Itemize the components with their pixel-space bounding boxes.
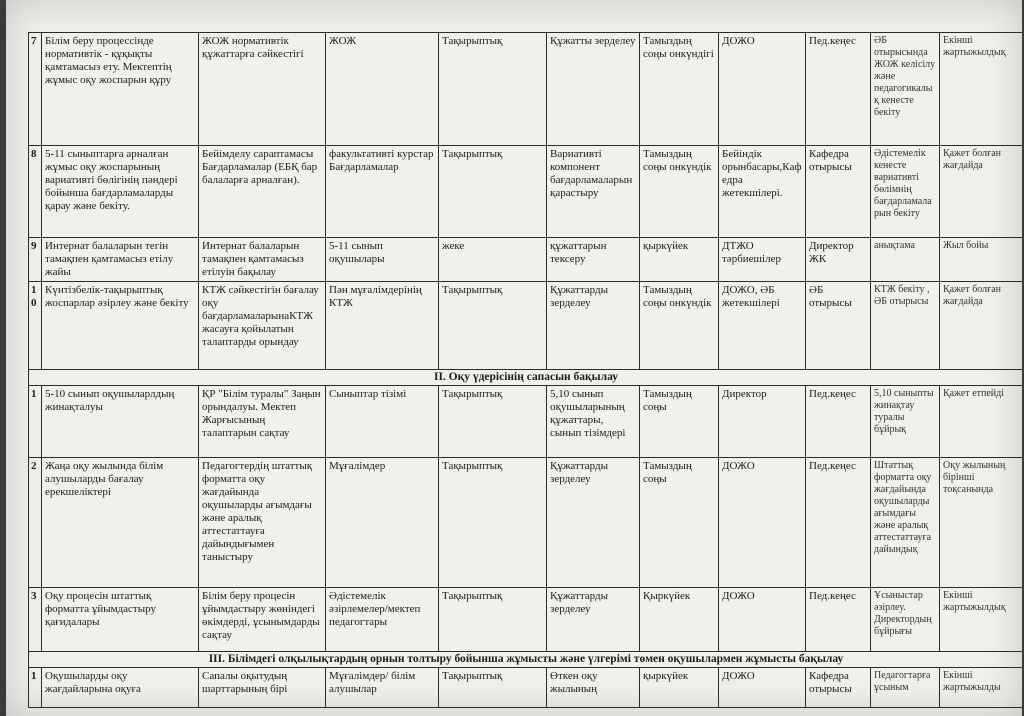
section-header bbox=[29, 652, 1023, 668]
cell-where-discussed: Директор ЖК bbox=[806, 238, 871, 282]
cell-result: Әдістемелік кенесте вариативті бөлімнің бағдарламаларын бекіту bbox=[871, 146, 940, 238]
table-row bbox=[29, 238, 1023, 282]
table-row bbox=[29, 588, 1023, 652]
cell-repeat-control: Екінші жартыжылды bbox=[940, 668, 1023, 708]
cell-repeat-control: Қажет болған жағдайда bbox=[940, 146, 1023, 238]
table-row bbox=[29, 282, 1023, 370]
row-number: 9 bbox=[29, 238, 42, 282]
cell-type: Тақырыптық bbox=[439, 146, 547, 238]
table-row bbox=[29, 33, 1023, 146]
row-number: 10 bbox=[29, 282, 42, 370]
control-plan-table bbox=[28, 32, 1022, 708]
cell-goal: ҚР "Білім туралы" Заңын орындалуы. Мектеп Жарғысының талаптарын сақтау bbox=[199, 386, 326, 458]
cell-type: Тақырыптық bbox=[439, 282, 547, 370]
scanned-document-page bbox=[6, 0, 1022, 716]
section-title: III. Білімдегі олқылықтардың орнын толтыру бойынша жұмысты және үлгерімі төмен оқушылармен жұмысты бақылау bbox=[29, 652, 1023, 668]
row-number: 1 bbox=[29, 386, 42, 458]
cell-method: Құжаттарды зерделеу bbox=[547, 458, 640, 588]
cell-where-discussed: ӘБ отырысы bbox=[806, 282, 871, 370]
cell-responsible: ДТЖО тәрбиешілер bbox=[719, 238, 806, 282]
row-number: 1 bbox=[29, 668, 42, 708]
cell-where-discussed: Кафедра отырысы bbox=[806, 668, 871, 708]
cell-responsible: ДОЖО bbox=[719, 33, 806, 146]
cell-method: Құжаттарды зерделеу bbox=[547, 588, 640, 652]
cell-responsible: ДОЖО, ӘБ жетекшілері bbox=[719, 282, 806, 370]
cell-method: Құжатты зерделеу bbox=[547, 33, 640, 146]
cell-type: Тақырыптық bbox=[439, 668, 547, 708]
cell-where-discussed: Кафедра отырысы bbox=[806, 146, 871, 238]
cell-object: Пән мұғалімдерінің КТЖ bbox=[326, 282, 439, 370]
cell-period: Тамыздың соңы онкүндігі bbox=[640, 33, 719, 146]
cell-object: Сыныптар тізімі bbox=[326, 386, 439, 458]
cell-subject: 5-11 сыныптарға арналған жұмыс оқу жоспарының вариативті бөлігінің пәндері бойынша бағдарламаларды қарау және бекіту. bbox=[42, 146, 199, 238]
cell-repeat-control: Жыл бойы bbox=[940, 238, 1023, 282]
cell-period: Тамыздың соңы онкүндік bbox=[640, 146, 719, 238]
cell-responsible: Директор bbox=[719, 386, 806, 458]
cell-where-discussed: Пед.кеңес bbox=[806, 458, 871, 588]
cell-method: 5,10 сынып оқушыларының құжаттары, сынып тізімдері bbox=[547, 386, 640, 458]
cell-type: Тақырыптық bbox=[439, 33, 547, 146]
cell-result: ӘБ отырысында ЖОЖ келісілу және педагогикалық кенесте бекіту bbox=[871, 33, 940, 146]
cell-object: Әдістемелік әзірлемелер/мектеп педагогтары bbox=[326, 588, 439, 652]
cell-subject: Оқушыларды оқу жағдайларына оқуға bbox=[42, 668, 199, 708]
cell-goal: Педагогтердің штаттық форматта оқу жағдайында оқушыларды ағымдағы және аралық аттестаттауға дайындығымен таныстыру bbox=[199, 458, 326, 588]
cell-responsible: ДОЖО bbox=[719, 588, 806, 652]
cell-method: Құжаттарды зерделеу bbox=[547, 282, 640, 370]
cell-goal: ЖОЖ нормативтік құжаттарға сәйкестігі bbox=[199, 33, 326, 146]
cell-method: құжаттарын тексеру bbox=[547, 238, 640, 282]
cell-where-discussed: Пед.кеңес bbox=[806, 386, 871, 458]
cell-subject: Білім беру процессінде нормативтік - құқықты қамтамасыз ету. Мектептің жұмыс оқу жоспарын құру bbox=[42, 33, 199, 146]
cell-result: КТЖ бекіту , ӘБ отырысы bbox=[871, 282, 940, 370]
cell-type: жеке bbox=[439, 238, 547, 282]
cell-responsible: ДОЖО bbox=[719, 668, 806, 708]
cell-repeat-control: Екінші жартыжылдық bbox=[940, 588, 1023, 652]
cell-repeat-control: Оқу жылының бірінші тоқсанында bbox=[940, 458, 1023, 588]
section-header bbox=[29, 370, 1023, 386]
table-row bbox=[29, 458, 1023, 588]
cell-result: Ұсыныстар әзірлеу. Директордың бұйрығы bbox=[871, 588, 940, 652]
cell-object: ЖОЖ bbox=[326, 33, 439, 146]
cell-goal: КТЖ сәйкестігін бағалау оқу бағдарламаларынаКТЖ жасауға қойылатын талаптарды орындау bbox=[199, 282, 326, 370]
table-row bbox=[29, 146, 1023, 238]
cell-result: Штаттық форматта оқу жағдайында оқушыларды ағымдағы және аралық аттестаттауға дайындық bbox=[871, 458, 940, 588]
cell-subject: Күнтізбелік-тақырыптық жоспарлар әзірлеу және бекіту bbox=[42, 282, 199, 370]
cell-type: Тақырыптық bbox=[439, 386, 547, 458]
table-row bbox=[29, 668, 1023, 708]
cell-object: Мұғалімдер/ білім алушылар bbox=[326, 668, 439, 708]
cell-object: факультативті курстар Бағдарламалар bbox=[326, 146, 439, 238]
cell-method: Өткен оқу жылының bbox=[547, 668, 640, 708]
cell-period: Тамыздың соңы онкүндік bbox=[640, 282, 719, 370]
cell-goal: Сапалы оқытудың шарттарының бірі bbox=[199, 668, 326, 708]
cell-result: Педагогтарға ұсыным bbox=[871, 668, 940, 708]
row-number: 8 bbox=[29, 146, 42, 238]
cell-subject: Интернат балаларын тегін тамақпен қамтамасыз етілу жайы bbox=[42, 238, 199, 282]
cell-period: Тамыздың соңы bbox=[640, 458, 719, 588]
cell-where-discussed: Пед.кеңес bbox=[806, 588, 871, 652]
cell-method: Вариативті компонент бағдарламаларын қарастыру bbox=[547, 146, 640, 238]
cell-repeat-control: Қажет болған жағдайда bbox=[940, 282, 1023, 370]
cell-period: Қыркүйек bbox=[640, 588, 719, 652]
cell-period: Тамыздың соңы bbox=[640, 386, 719, 458]
row-number: 7 bbox=[29, 33, 42, 146]
cell-responsible: ДОЖО bbox=[719, 458, 806, 588]
cell-result: анықтама bbox=[871, 238, 940, 282]
cell-object: 5-11 сынып оқушылары bbox=[326, 238, 439, 282]
table-body bbox=[29, 33, 1023, 708]
table-row bbox=[29, 386, 1023, 458]
cell-subject: 5-10 сынып оқушыларлдың жинақталуы bbox=[42, 386, 199, 458]
cell-subject: Оқу процесін штаттық форматта ұйымдастыру қағидалары bbox=[42, 588, 199, 652]
cell-goal: Бейімделу сараптамасы Бағдарламалар (ЕБҚ бар балаларға арналған). bbox=[199, 146, 326, 238]
cell-result: 5,10 сыныпты жинақтау туралы бұйрық bbox=[871, 386, 940, 458]
cell-goal: Интернат балаларын тамақпен қамтамасыз етілуін бақылау bbox=[199, 238, 326, 282]
cell-type: Тақырыптық bbox=[439, 458, 547, 588]
cell-subject: Жаңа оқу жылында білім алушыларды бағалау ерекшеліктері bbox=[42, 458, 199, 588]
cell-where-discussed: Пед.кеңес bbox=[806, 33, 871, 146]
cell-goal: Білім беру процесін ұйымдастыру жөніндегі өкімдерді, ұсынымдарды сақтау bbox=[199, 588, 326, 652]
cell-responsible: Бейіндік орынбасары,Кафедра жетекшілері. bbox=[719, 146, 806, 238]
cell-type: Тақырыптық bbox=[439, 588, 547, 652]
cell-object: Мұғалімдер bbox=[326, 458, 439, 588]
row-number: 2 bbox=[29, 458, 42, 588]
cell-period: қыркүйек bbox=[640, 668, 719, 708]
cell-period: қыркүйек bbox=[640, 238, 719, 282]
row-number: 3 bbox=[29, 588, 42, 652]
cell-repeat-control: Екінші жартыжылдық bbox=[940, 33, 1023, 146]
section-title: ІІ. Оқу үдерісінің сапасын бақылау bbox=[29, 370, 1023, 386]
cell-repeat-control: Қажет етпейді bbox=[940, 386, 1023, 458]
